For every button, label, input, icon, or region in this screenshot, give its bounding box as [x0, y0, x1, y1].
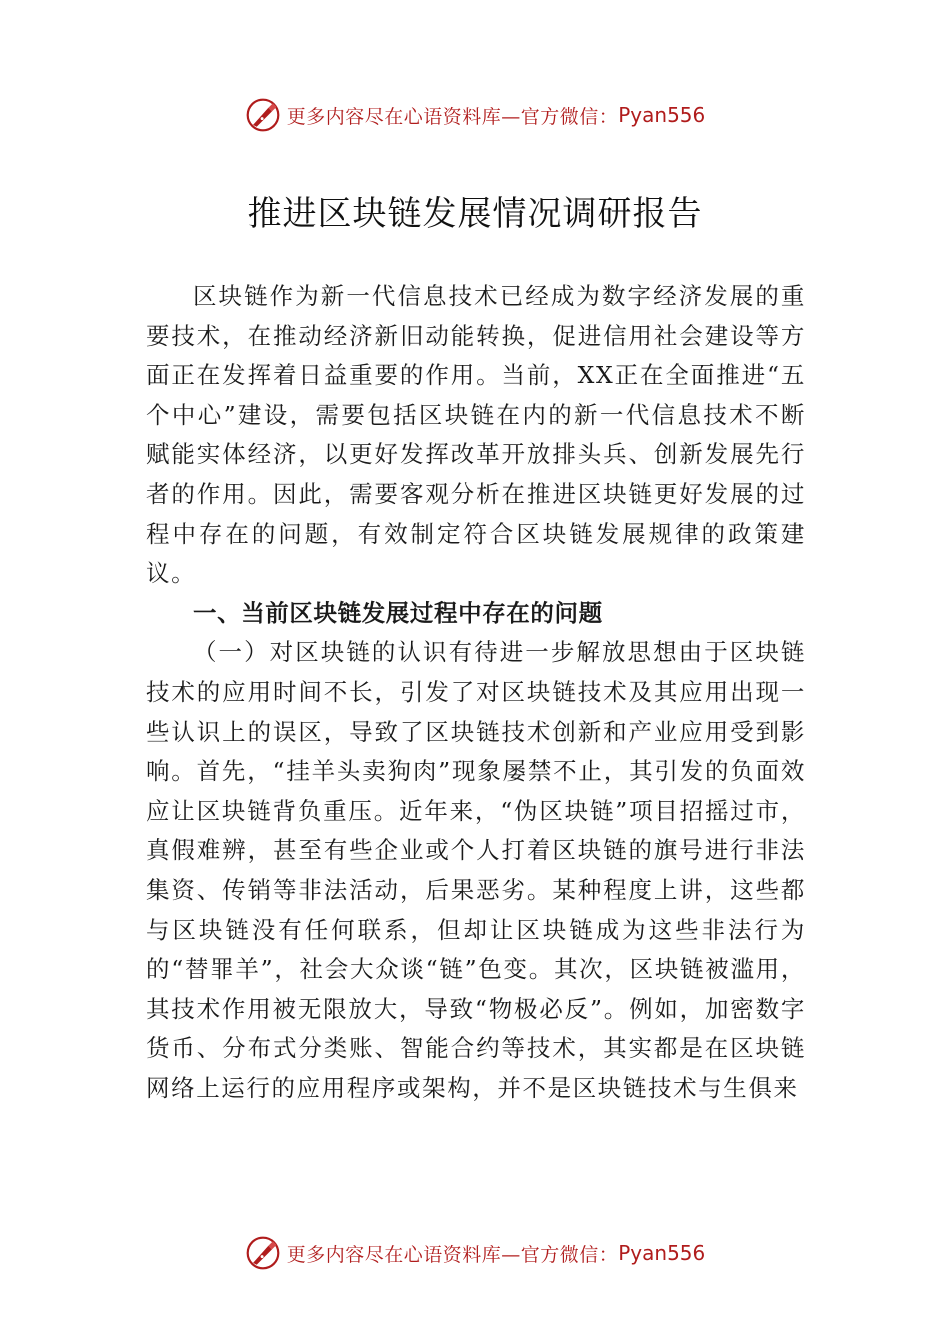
document-title: 推进区块链发展情况调研报告	[247, 194, 703, 234]
footer-banner-text: 更多内容尽在心语资料库—官方微信：	[286, 1243, 619, 1266]
footer-banner-id: Pyan556	[618, 1241, 706, 1265]
section-heading: 一、当前区块链发展过程中存在的问题	[193, 598, 603, 627]
pen-nib-logo-icon	[245, 97, 281, 133]
header-banner-text: 更多内容尽在心语资料库—官方微信：	[286, 105, 619, 128]
document-body	[146, 277, 806, 1108]
footer-banner	[0, 1233, 950, 1273]
header-banner	[0, 95, 950, 135]
pen-nib-logo-icon	[245, 1235, 281, 1271]
section-paragraph: （一）对区块链的认识有待进一步解放思想由于区块链技术的应用时间不长，引发了对区块链技术及其应用出现一些认识上的误区，导致了区块链技术创新和产业应用受到影响。首先，“挂羊头卖狗肉”现象屡禁不止，其引发的负面效应让区块链背负重压。近年来，“伪区块链”项目招摇过市，真假难辨，甚至有些企业或个人打着区块链的旗号进行非法集资、传销等非法活动，后果恶劣。某种程度上讲，这些都与区块链没有任何联系，但却让区块链成为这些非法行为的“替罪羊”，社会大众谈“链”色变。其次，区块链被滥用，其技术作用被无限放大，导致“物极必反”。例如，加密数字货币、分布式分类账、智能合约等技术，其实都是在区块链网络上运行的应用程序或架构，并不是区块链技术与生俱来	[146, 638, 806, 1102]
header-banner-id: Pyan556	[618, 103, 706, 127]
intro-paragraph: 区块链作为新一代信息技术已经成为数字经济发展的重要技术，在推动经济新旧动能转换，促进信用社会建设等方面正在发挥着日益重要的作用。当前，XX正在全面推进“五个中心”建设，需要包括区块链在内的新一代信息技术不断赋能实体经济，以更好发挥改革开放排头兵、创新发展先行者的作用。因此，需要客观分析在推进区块链更好发展的过程中存在的问题，有效制定符合区块链发展规律的政策建议。	[146, 282, 806, 588]
